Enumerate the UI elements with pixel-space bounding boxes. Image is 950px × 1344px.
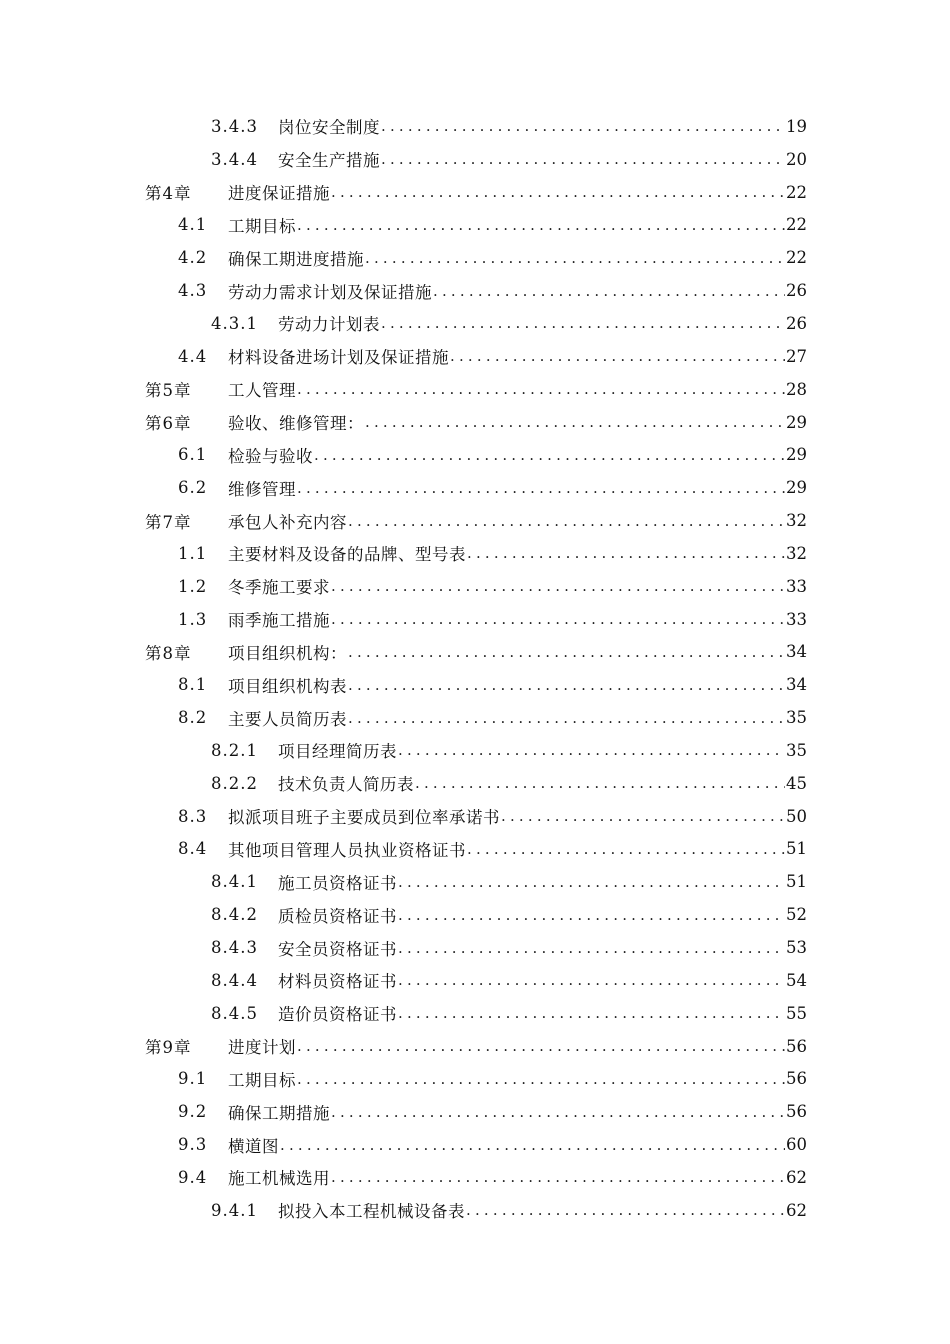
toc-entry-title: 材料员资格证书 [278, 972, 397, 992]
toc-entry[interactable] [0, 110, 950, 143]
table-of-contents [0, 110, 950, 1227]
toc-entry-page-number: 60 [786, 1135, 807, 1155]
toc-entry-page-number: 51 [786, 839, 807, 859]
dot-leader [398, 971, 785, 989]
toc-entry-title: 技术负责人简历表 [278, 775, 414, 795]
toc-entry[interactable] [0, 241, 950, 274]
dot-leader [381, 117, 785, 135]
dot-leader [348, 676, 785, 694]
dot-leader [297, 380, 785, 398]
toc-entry-title: 维修管理 [228, 479, 296, 499]
toc-entry-title: 施工员资格证书 [278, 873, 397, 893]
toc-entry-page-number: 62 [786, 1200, 807, 1220]
toc-entry-number: 8.4.1 [211, 872, 258, 892]
dot-leader [365, 413, 785, 431]
dot-leader [348, 643, 785, 661]
toc-entry-title: 工期目标 [228, 216, 296, 236]
toc-entry[interactable] [0, 471, 950, 504]
toc-entry[interactable] [0, 570, 950, 603]
toc-entry-number: 9.3 [178, 1135, 208, 1155]
toc-entry-title: 质检员资格证书 [278, 906, 397, 926]
toc-entry[interactable] [0, 1161, 950, 1194]
toc-entry-page-number: 22 [786, 182, 807, 202]
toc-entry[interactable] [0, 865, 950, 898]
toc-entry-page-number: 20 [786, 149, 807, 169]
toc-entry-title: 项目组织机构表 [228, 676, 347, 696]
dot-leader [331, 577, 785, 595]
toc-entry-number: 8.4.4 [211, 970, 258, 990]
toc-entry-number: 6.1 [178, 445, 208, 465]
toc-entry[interactable] [0, 800, 950, 833]
dot-leader [331, 610, 785, 628]
toc-entry[interactable] [0, 997, 950, 1030]
toc-entry-number: 8.2.1 [211, 740, 258, 760]
toc-entry-page-number: 19 [786, 116, 807, 136]
toc-entry-number: 9.4.1 [211, 1200, 258, 1220]
toc-entry[interactable] [0, 307, 950, 340]
toc-entry-number: 第4章 [145, 184, 192, 204]
toc-entry-title: 主要材料及设备的品牌、型号表 [228, 545, 466, 565]
dot-leader [381, 314, 785, 332]
toc-entry-number: 4.3.1 [211, 313, 258, 333]
toc-entry-number: 第9章 [145, 1038, 192, 1058]
dot-leader [314, 446, 785, 464]
toc-entry-page-number: 33 [786, 609, 807, 629]
dot-leader [398, 906, 785, 924]
toc-entry-title: 项目组织机构： [228, 643, 347, 663]
toc-entry-number: 3.4.4 [211, 149, 258, 169]
toc-entry-title: 安全生产措施 [278, 151, 380, 171]
toc-entry-title: 主要人员简历表 [228, 709, 347, 729]
toc-entry-title: 冬季施工要求 [228, 578, 330, 598]
toc-entry-number: 8.3 [178, 806, 208, 826]
dot-leader [467, 840, 785, 858]
toc-entry[interactable] [0, 1062, 950, 1095]
toc-entry-page-number: 26 [786, 313, 807, 333]
toc-entry-number: 6.2 [178, 478, 208, 498]
toc-entry-page-number: 29 [786, 412, 807, 432]
dot-leader [297, 216, 785, 234]
toc-entry-number: 9.2 [178, 1102, 208, 1122]
toc-entry-title: 材料设备进场计划及保证措施 [228, 348, 449, 368]
toc-entry-number: 9.1 [178, 1069, 208, 1089]
toc-entry-page-number: 50 [786, 806, 807, 826]
toc-entry-number: 8.2.2 [211, 773, 258, 793]
toc-entry[interactable] [0, 1128, 950, 1161]
toc-entry-page-number: 62 [786, 1167, 807, 1187]
toc-entry[interactable] [0, 636, 950, 669]
dot-leader [297, 479, 785, 497]
toc-entry-number: 1.1 [178, 543, 208, 563]
dot-leader [348, 512, 785, 530]
toc-entry-title: 工人管理 [228, 381, 296, 401]
dot-leader [433, 282, 785, 300]
toc-entry[interactable] [0, 176, 950, 209]
toc-entry-number: 9.4 [178, 1167, 208, 1187]
toc-entry-title: 造价员资格证书 [278, 1005, 397, 1025]
toc-entry-page-number: 55 [786, 1003, 807, 1023]
toc-entry[interactable] [0, 898, 950, 931]
toc-entry-number: 8.1 [178, 675, 208, 695]
toc-entry-page-number: 32 [786, 511, 807, 531]
toc-entry-page-number: 26 [786, 281, 807, 301]
dot-leader [450, 347, 785, 365]
toc-entry-number: 第5章 [145, 381, 192, 401]
toc-entry-number: 第8章 [145, 643, 192, 663]
toc-entry-page-number: 35 [786, 708, 807, 728]
toc-entry-title: 雨季施工措施 [228, 611, 330, 631]
toc-entry-number: 第7章 [145, 512, 192, 532]
dot-leader [466, 1201, 785, 1219]
toc-entry-page-number: 35 [786, 740, 807, 760]
toc-entry-page-number: 34 [786, 675, 807, 695]
toc-entry-page-number: 52 [786, 905, 807, 925]
toc-entry-number: 3.4.3 [211, 116, 258, 136]
toc-entry-page-number: 51 [786, 872, 807, 892]
toc-entry[interactable] [0, 209, 950, 242]
toc-entry[interactable] [0, 537, 950, 570]
toc-entry-number: 1.3 [178, 609, 208, 629]
dot-leader [365, 249, 785, 267]
toc-entry-title: 岗位安全制度 [278, 118, 380, 138]
toc-entry-page-number: 54 [786, 970, 807, 990]
toc-entry-title: 工期目标 [228, 1070, 296, 1090]
toc-entry[interactable] [0, 1095, 950, 1128]
toc-entry-title: 承包人补充内容 [228, 512, 347, 532]
dot-leader [280, 1136, 785, 1154]
dot-leader [501, 807, 785, 825]
toc-entry-title: 进度计划 [228, 1038, 296, 1058]
toc-entry-page-number: 56 [786, 1102, 807, 1122]
toc-entry-number: 4.3 [178, 281, 208, 301]
toc-entry[interactable] [0, 1194, 950, 1227]
toc-entry[interactable] [0, 438, 950, 471]
toc-entry-title: 确保工期进度措施 [228, 249, 364, 269]
toc-entry-title: 确保工期措施 [228, 1103, 330, 1123]
toc-entry-title: 拟投入本工程机械设备表 [278, 1202, 465, 1222]
toc-entry[interactable] [0, 603, 950, 636]
toc-entry-title: 检验与验收 [228, 446, 313, 466]
toc-entry-title: 拟派项目班子主要成员到位率承诺书 [228, 808, 500, 828]
toc-entry-page-number: 27 [786, 346, 807, 366]
toc-entry-page-number: 53 [786, 938, 807, 958]
toc-entry[interactable] [0, 406, 950, 439]
toc-entry[interactable] [0, 931, 950, 964]
toc-entry-number: 8.2 [178, 708, 208, 728]
dot-leader [398, 1004, 785, 1022]
toc-entry-page-number: 56 [786, 1036, 807, 1056]
dot-leader [331, 1168, 785, 1186]
toc-entry[interactable] [0, 964, 950, 997]
toc-entry-page-number: 45 [786, 773, 807, 793]
toc-entry-number: 1.2 [178, 576, 208, 596]
toc-entry-number: 8.4.2 [211, 905, 258, 925]
toc-entry-number: 8.4.3 [211, 938, 258, 958]
toc-entry-number: 8.4.5 [211, 1003, 258, 1023]
toc-entry-page-number: 29 [786, 445, 807, 465]
toc-entry[interactable] [0, 734, 950, 767]
dot-leader [398, 741, 785, 759]
toc-entry[interactable] [0, 1030, 950, 1063]
dot-leader [331, 183, 785, 201]
toc-entry-page-number: 22 [786, 248, 807, 268]
toc-entry-page-number: 56 [786, 1069, 807, 1089]
toc-entry-number: 第6章 [145, 414, 192, 434]
dot-leader [297, 1070, 785, 1088]
dot-leader [398, 939, 785, 957]
toc-entry-page-number: 32 [786, 543, 807, 563]
toc-entry[interactable] [0, 340, 950, 373]
toc-entry-title: 横道图 [228, 1136, 279, 1156]
toc-entry-title: 项目经理简历表 [278, 742, 397, 762]
dot-leader [467, 544, 785, 562]
dot-leader [415, 774, 785, 792]
toc-entry[interactable] [0, 274, 950, 307]
toc-entry[interactable] [0, 373, 950, 406]
toc-entry-number: 8.4 [178, 839, 208, 859]
toc-entry-title: 其他项目管理人员执业资格证书 [228, 840, 466, 860]
toc-entry[interactable] [0, 668, 950, 701]
toc-entry-page-number: 34 [786, 642, 807, 662]
dot-leader [381, 150, 785, 168]
toc-entry-page-number: 29 [786, 478, 807, 498]
dot-leader [331, 1103, 785, 1121]
toc-entry-title: 进度保证措施 [228, 184, 330, 204]
toc-entry-page-number: 33 [786, 576, 807, 596]
toc-entry[interactable] [0, 767, 950, 800]
dot-leader [297, 1037, 785, 1055]
dot-leader [348, 709, 785, 727]
toc-entry-title: 劳动力需求计划及保证措施 [228, 282, 432, 302]
toc-entry-title: 安全员资格证书 [278, 939, 397, 959]
toc-entry[interactable] [0, 143, 950, 176]
toc-entry[interactable] [0, 833, 950, 866]
toc-entry-page-number: 28 [786, 379, 807, 399]
toc-entry-title: 验收、维修管理： [228, 414, 364, 434]
toc-entry-number: 4.2 [178, 248, 208, 268]
toc-entry-title: 施工机械选用 [228, 1169, 330, 1189]
toc-entry-page-number: 22 [786, 215, 807, 235]
toc-entry[interactable] [0, 701, 950, 734]
dot-leader [398, 873, 785, 891]
toc-entry[interactable] [0, 504, 950, 537]
toc-entry-number: 4.1 [178, 215, 208, 235]
toc-entry-number: 4.4 [178, 346, 208, 366]
toc-entry-title: 劳动力计划表 [278, 315, 380, 335]
